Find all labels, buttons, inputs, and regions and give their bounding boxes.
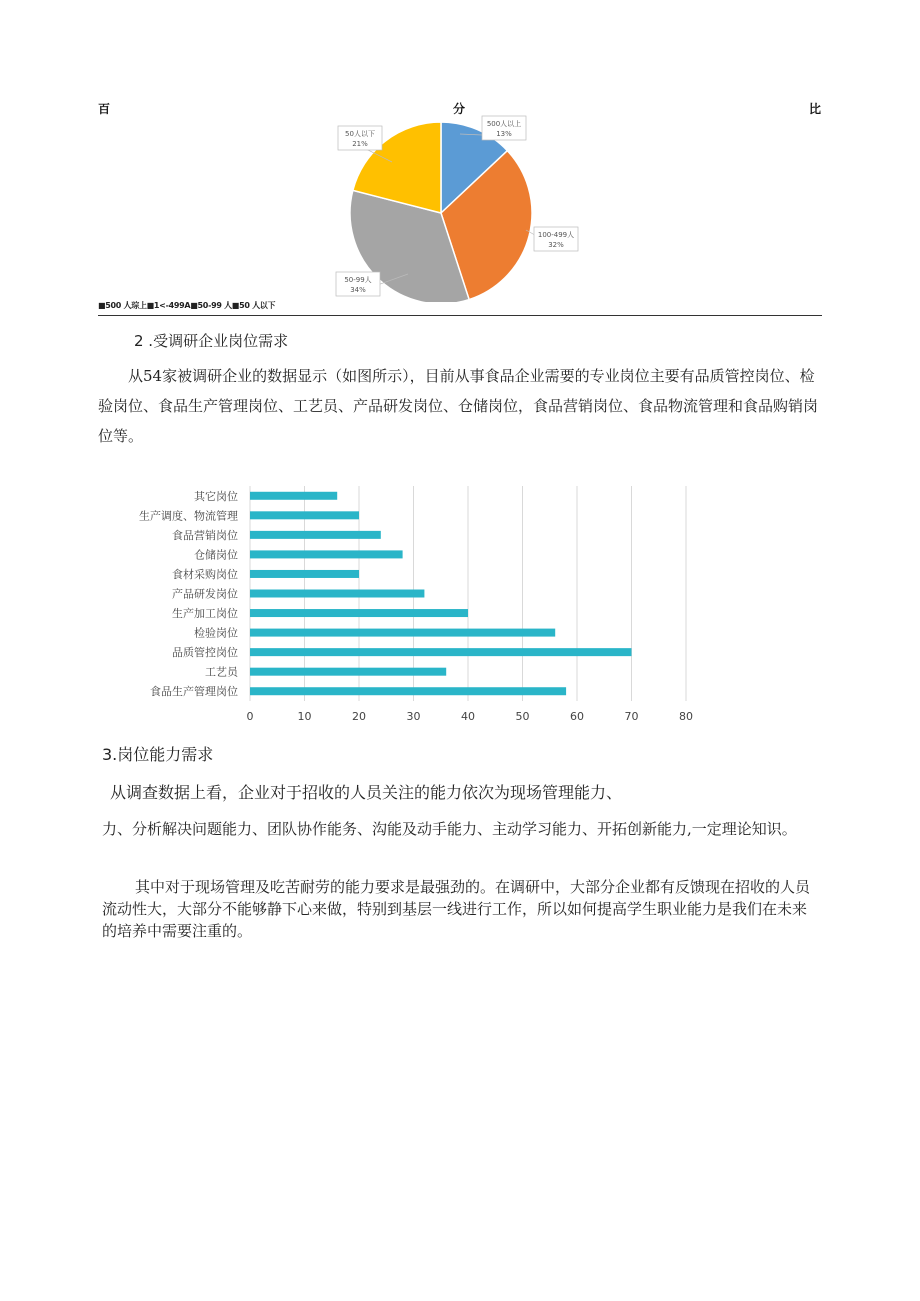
bar — [250, 511, 359, 519]
bar-category-label: 食品生产管理岗位 — [150, 685, 238, 699]
pie-legend: ■500 人琮上■1<-499A■50-99 人■50 人以下 — [98, 301, 276, 310]
bar-tick-label: 60 — [570, 710, 584, 723]
section3-paragraph2: 其中对于现场管理及吃苦耐劳的能力要求是最强劲的。在调研中，大部分企业都有反馈现在招收的人员流动性大，大部分不能够静下心来做，特别到基层一线进行工作，所以如何提高学生职业能力是我们在未来的培养中需要注重的。 — [102, 878, 811, 940]
pie-slice-label: 50人以下 — [345, 130, 375, 138]
pie-slice-label: 100-499人 — [537, 231, 575, 239]
pie-title-char-1: 百 — [98, 102, 111, 116]
bar-category-label: 食品营销岗位 — [172, 528, 238, 542]
pie-slice-label: 50-99人 — [344, 276, 372, 284]
pie-chart — [330, 112, 600, 302]
bar-tick-label: 0 — [246, 710, 254, 723]
bar-category-label: 产品研发岗位 — [172, 587, 238, 601]
section2-heading: 2 .受调研企业岗位需求 — [134, 332, 289, 350]
section2-paragraph: 从54家被调研企业的数据显示（如图所示），目前从事食品企业需要的专业岗位主要有品质管控岗位、检验岗位、食品生产管理岗位、工艺员、产品研发岗位、仓储岗位，食品营销岗位、食品物流管理和食品购销岗位等。 — [98, 367, 819, 445]
bar — [250, 648, 632, 656]
bar-tick-label: 50 — [515, 710, 530, 723]
bar — [250, 687, 566, 695]
bar — [250, 609, 468, 617]
pie-title-char-2: 分 — [453, 102, 466, 116]
bar-category-label: 食材采购岗位 — [172, 567, 238, 581]
bar-category-label: 生产加工岗位 — [172, 607, 238, 621]
bar-category-label: 检验岗位 — [194, 626, 238, 640]
section3-line2: 力、分析解决问题能力、团队协作能务、沟能及动手能力、主动学习能力、开拓创新能力,一定理论知识。 — [102, 820, 797, 838]
bar-tick-label: 80 — [679, 710, 693, 723]
bar-tick-label: 70 — [624, 710, 639, 723]
bar — [250, 550, 403, 558]
bar-tick-label: 40 — [461, 710, 475, 723]
bar-tick-label: 30 — [406, 710, 421, 723]
pie-title-char-3: 比 — [809, 102, 822, 116]
bar-chart — [98, 480, 708, 728]
pie-divider — [98, 315, 822, 316]
pie-slice-percent: 34% — [350, 286, 366, 294]
bar — [250, 590, 424, 598]
bar-tick-label: 20 — [352, 710, 366, 723]
bar-category-label: 生产调度、物流管理 — [139, 509, 238, 523]
bar — [250, 570, 359, 578]
section3-heading: 3.岗位能力需求 — [102, 745, 214, 764]
pie-slice-percent: 13% — [496, 130, 512, 138]
bar — [250, 492, 337, 500]
bar — [250, 629, 555, 637]
bar-category-label: 仓储岗位 — [194, 548, 238, 562]
bar — [250, 668, 446, 676]
pie-slice-label: 500人以上 — [486, 120, 522, 128]
bar-category-label: 工艺员 — [205, 665, 238, 679]
bar-category-label: 其它岗位 — [194, 489, 238, 503]
bar-category-label: 品质管控岗位 — [172, 646, 238, 660]
section3-line1: 从调查数据上看，企业对于招收的人员关注的能力依次为现场管理能力、 — [110, 783, 623, 802]
bar-tick-label: 10 — [297, 710, 312, 723]
bar — [250, 531, 381, 539]
pie-slice-percent: 32% — [548, 241, 564, 249]
pie-slice-percent: 21% — [352, 140, 368, 148]
